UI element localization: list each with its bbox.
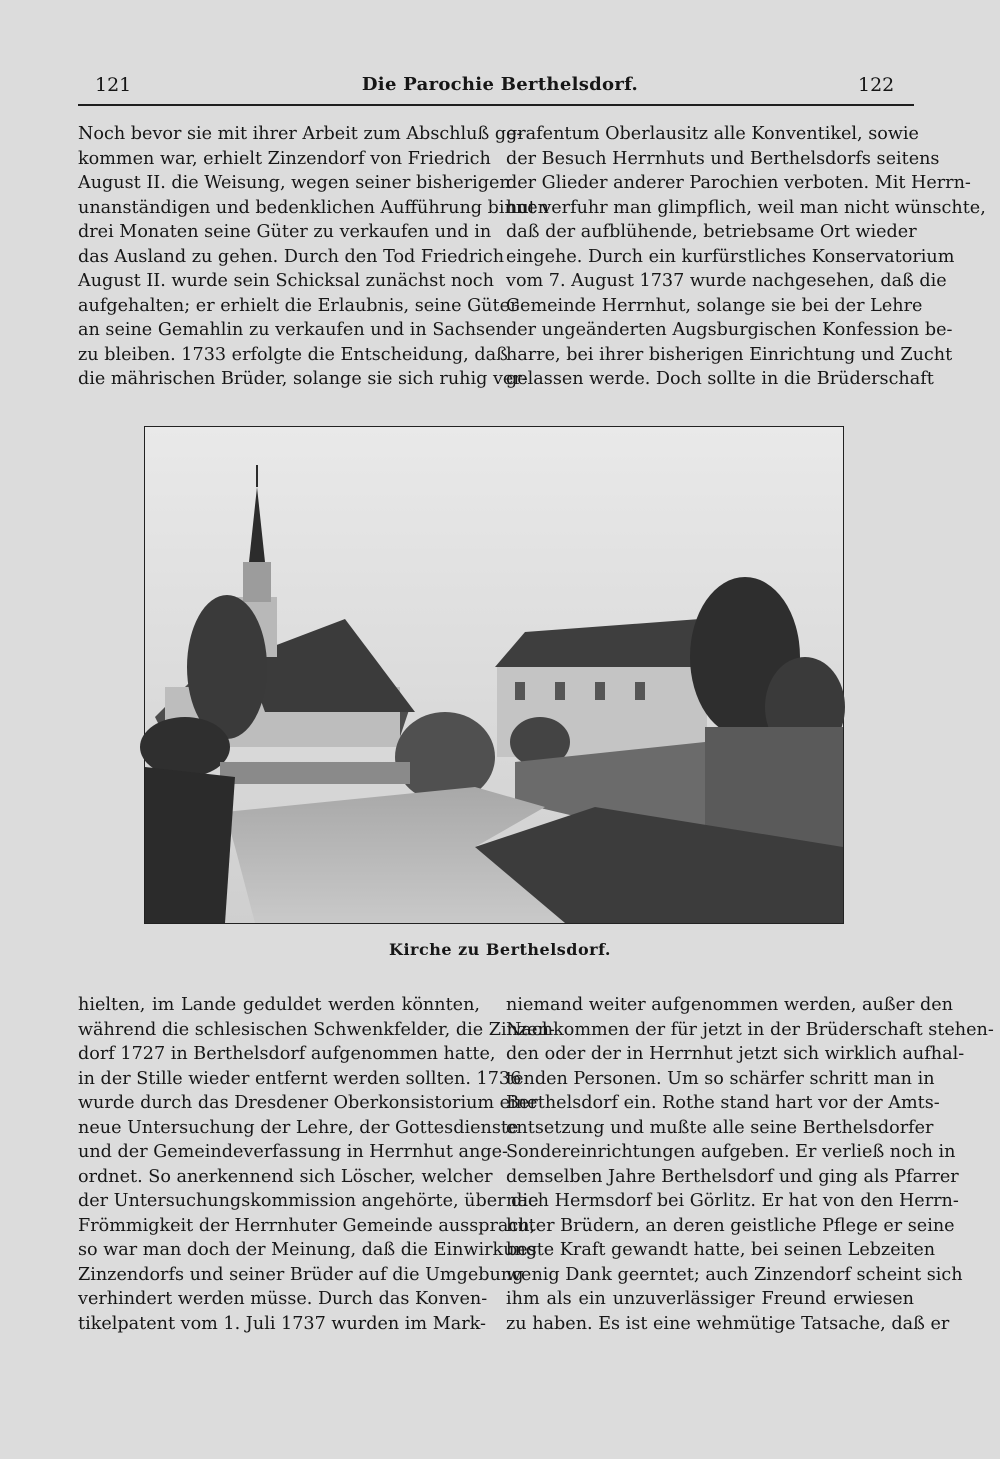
text-line: Nachkommen der für jetzt in der Brüderschaft stehen- [506,1019,994,1040]
text-line: in der Stille wieder entfernt werden sollten. 1736 [78,1068,522,1089]
column-right-top [506,122,986,392]
text-line: August II. die Weisung, wegen seiner bisherigen [78,173,511,193]
column-left-top [78,122,549,392]
header-rule [78,104,914,106]
text-line: tikelpatent vom 1. Juli 1737 wurden im Mark- [78,1313,486,1334]
text-line: gelassen werde. Doch sollte in die Brüderschaft [506,369,934,389]
text-line: August II. wurde sein Schicksal zunächst noch [78,271,494,291]
text-line: vom 7. August 1737 wurde nachgesehen, daß die [506,271,947,291]
text-line: zu haben. Es ist eine wehmütige Tatsache, daß er [506,1313,950,1334]
text-line: wurde durch das Dresdener Oberkonsistorium eine [78,1093,538,1113]
church-photograph [144,426,844,924]
text-line: aufgehalten; er erhielt die Erlaubnis, seine Güter [78,295,519,316]
text-line: kommen war, erhielt Zinzendorf von Friedrich [78,148,491,169]
text-line: huter Brüdern, an deren geistliche Pflege er seine [506,1215,955,1236]
text-line: drei Monaten seine Güter zu verkaufen und in [78,222,492,242]
text-line: neue Untersuchung der Lehre, der Gottesdienste [78,1117,519,1138]
text-line: niemand weiter aufgenommen werden, außer den [506,995,954,1015]
running-title: Die Parochie Berthelsdorf. [361,74,639,95]
text-line: den oder der in Herrnhut jetzt sich wirklich aufhal- [506,1044,965,1064]
figure-caption: Kirche zu Berthelsdorf. [389,940,611,959]
text-line: unanständigen und bedenklichen Aufführung binnen [78,197,549,218]
text-line: verhindert werden müsse. Durch das Konven- [78,1289,488,1309]
text-line: eingehe. Durch ein kurfürstliches Konservatorium [506,246,955,267]
text-line: ihm als ein unzuverlässiger Freund erwiesen [506,1289,914,1309]
text-line: hut verfuhr man glimpflich, weil man nicht wünschte, [506,197,986,218]
text-line: Zinzendorfs und seiner Brüder auf die Umgebung [78,1264,524,1285]
text-line: der Besuch Herrnhuts und Berthelsdorfs seitens [506,148,940,169]
text-line: die mährischen Brüder, solange sie sich ruhig ver- [78,369,528,389]
text-line: daß der aufblühende, betriebsame Ort wieder [506,222,917,242]
text-line: der Glieder anderer Parochien verboten. Mit Herrn- [506,173,971,193]
church-photo-illustration [145,427,843,923]
text-line: hielten, im Lande geduldet werden könnten, [78,995,480,1015]
text-line: zu bleiben. 1733 erfolgte die Entscheidung, daß [78,344,508,365]
text-line: harre, bei ihrer bisherigen Einrichtung und Zucht [506,344,953,365]
text-line: der ungeänderten Augsburgischen Konfession be- [506,320,953,340]
text-line: so war man doch der Meinung, daß die Einwirkung [78,1240,538,1260]
page-number-left: 121 [95,74,132,96]
text-line: Gemeinde Herrnhut, solange sie bei der Lehre [506,295,923,316]
text-line: demselben Jahre Berthelsdorf und ging als Pfarrer [506,1166,959,1187]
text-line: entsetzung und mußte alle seine Berthelsdorfer [506,1117,934,1138]
text-line: wenig Dank geerntet; auch Zinzendorf scheint sich [506,1264,963,1285]
text-line: an seine Gemahlin zu verkaufen und in Sachsen [78,320,507,340]
text-line: ordnet. So anerkennend sich Löscher, welcher [78,1166,493,1187]
column-right-bottom [506,993,994,1336]
text-line: grafentum Oberlausitz alle Konventikel, sowie [506,124,919,144]
page-number-right: 122 [858,74,895,96]
text-line: Noch bevor sie mit ihrer Arbeit zum Abschluß ge- [78,124,523,144]
text-line: Frömmigkeit der Herrnhuter Gemeinde aussprach, [78,1215,536,1236]
text-line: der Untersuchungskommission angehörte, über die [78,1191,539,1211]
text-line: während die schlesischen Schwenkfelder, die Zinzen- [78,1019,555,1040]
text-line: das Ausland zu gehen. Durch den Tod Friedrich [78,246,505,267]
column-left-bottom [78,993,555,1336]
text-line: beste Kraft gewandt hatte, bei seinen Lebzeiten [506,1240,936,1260]
text-line: und der Gemeindeverfassung in Herrnhut ange- [78,1142,508,1162]
text-line: dorf 1727 in Berthelsdorf aufgenommen hatte, [78,1044,496,1064]
text-line: tenden Personen. Um so schärfer schritt man in [506,1068,935,1089]
text-line: Sondereinrichtungen aufgeben. Er verließ noch in [506,1142,956,1162]
text-line: Berthelsdorf ein. Rothe stand hart vor der Amts- [506,1093,940,1113]
text-line: nach Hermsdorf bei Görlitz. Er hat von den Herrn- [506,1191,959,1211]
